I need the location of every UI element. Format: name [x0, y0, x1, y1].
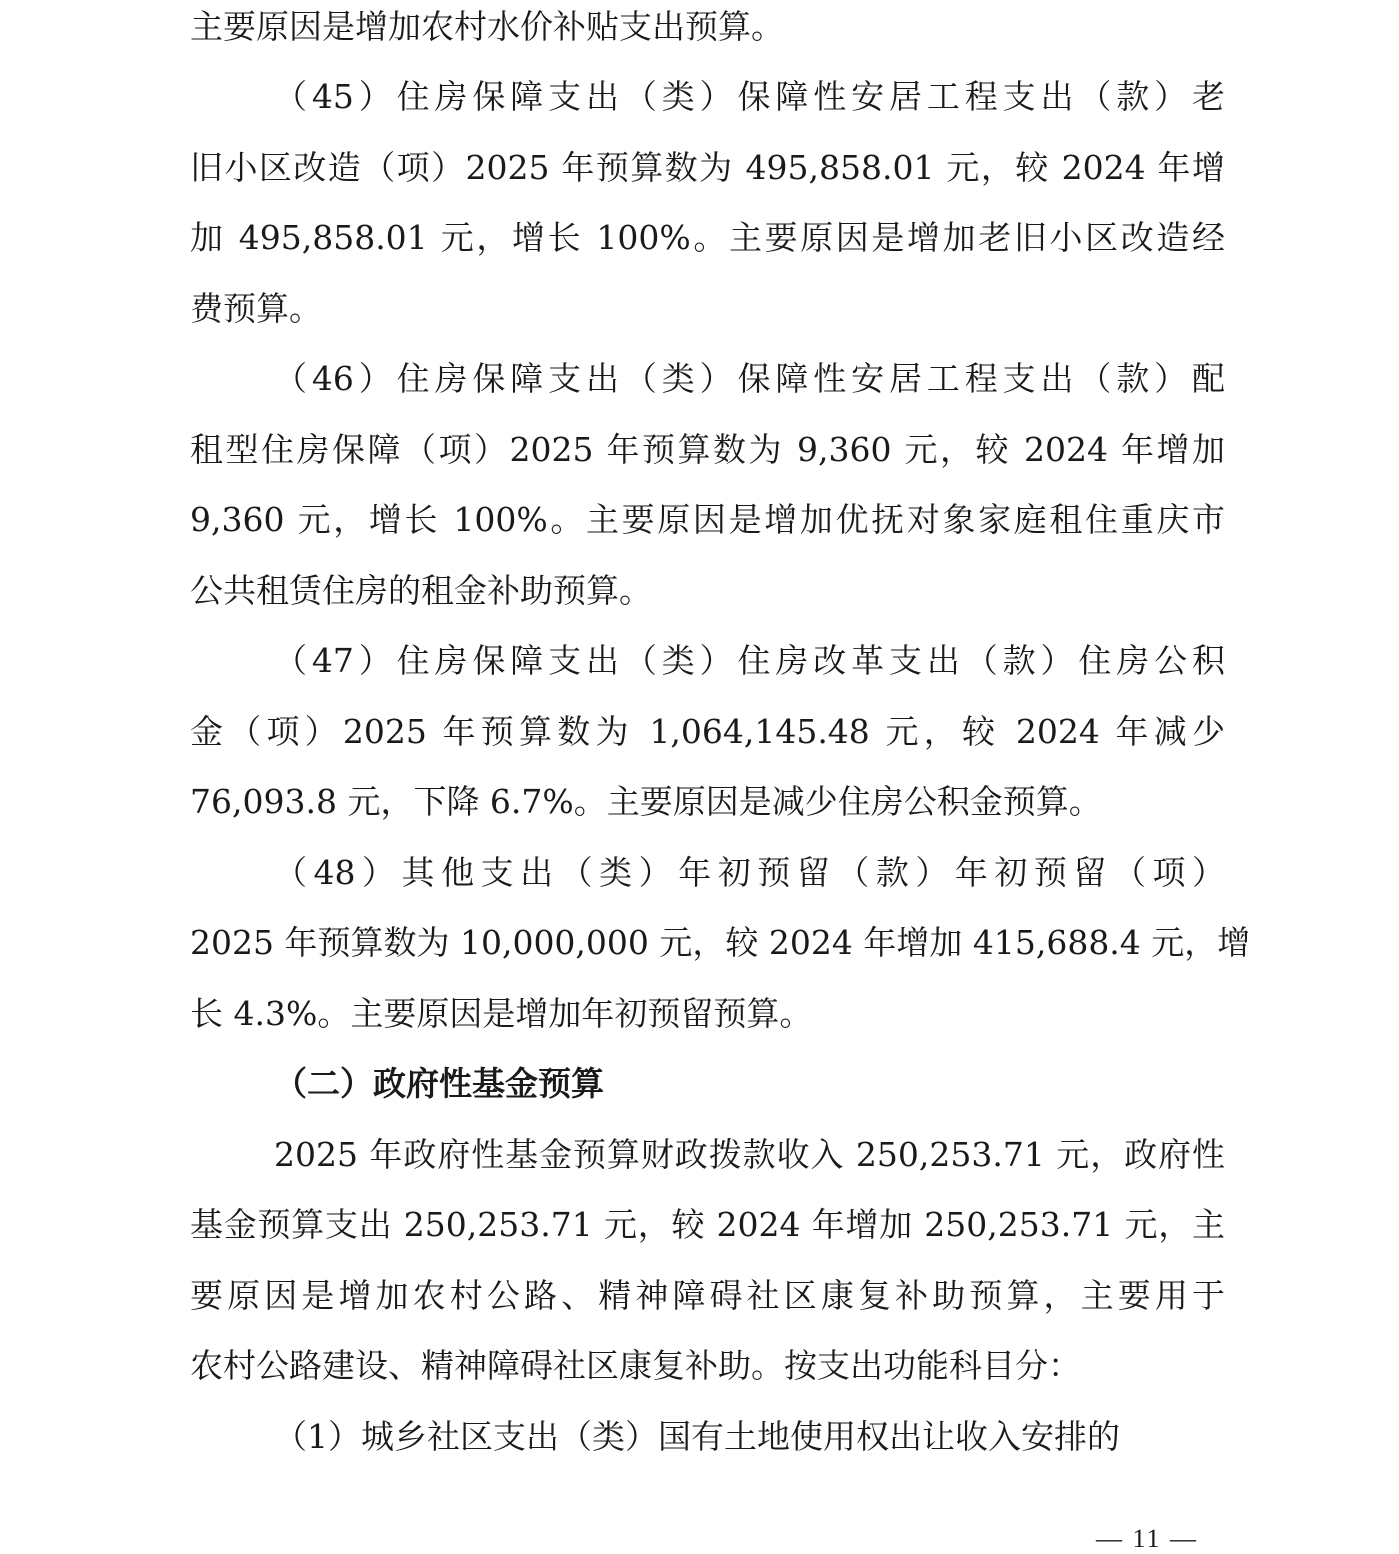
text-line: 加 495,858.01 元，增长 100%。主要原因是增加老旧小区改造经: [190, 218, 1225, 257]
text-line: 2025 年政府性基金预算财政拨款收入 250,253.71 元，政府性: [274, 1135, 1225, 1174]
text-line: （46）住房保障支出（类）保障性安居工程支出（款）配: [274, 359, 1225, 398]
text-line: 长 4.3%。主要原因是增加年初预留预算。: [190, 994, 813, 1033]
text-line: 公共租赁住房的租金补助预算。: [190, 571, 652, 610]
text-line: 农村公路建设、精神障碍社区康复补助。按支出功能科目分：: [190, 1346, 1081, 1385]
text-line: （二）政府性基金预算: [274, 1064, 604, 1103]
text-line: （1）城乡社区支出（类）国有土地使用权出让收入安排的: [274, 1417, 1120, 1456]
text-line: （45）住房保障支出（类）保障性安居工程支出（款）老: [274, 77, 1225, 116]
text-line: 76,093.8 元，下降 6.7%。主要原因是减少住房公积金预算。: [190, 782, 1102, 821]
text-line: 2025 年预算数为 10,000,000 元，较 2024 年增加 415,688.4 元，增: [190, 923, 1251, 962]
text-line: 9,360 元，增长 100%。主要原因是增加优抚对象家庭租住重庆市: [190, 500, 1225, 539]
page-number: — 11 —: [1096, 1524, 1199, 1553]
text-line: （48）其他支出（类）年初预留（款）年初预留（项）: [274, 853, 1225, 892]
text-line: 要原因是增加农村公路、精神障碍社区康复补助预算，主要用于: [190, 1276, 1225, 1315]
text-line: 费预算。: [190, 289, 322, 328]
text-line: 主要原因是增加农村水价补贴支出预算。: [190, 7, 784, 46]
text-line: （47）住房保障支出（类）住房改革支出（款）住房公积: [274, 641, 1225, 680]
text-line: 旧小区改造（项）2025 年预算数为 495,858.01 元，较 2024 年增: [190, 148, 1225, 187]
text-line: 租型住房保障（项）2025 年预算数为 9,360 元，较 2024 年增加: [190, 430, 1225, 469]
text-line: 基金预算支出 250,253.71 元，较 2024 年增加 250,253.71 元，主: [190, 1205, 1225, 1244]
text-line: 金（项）2025 年预算数为 1,064,145.48 元，较 2024 年减少: [190, 712, 1225, 751]
